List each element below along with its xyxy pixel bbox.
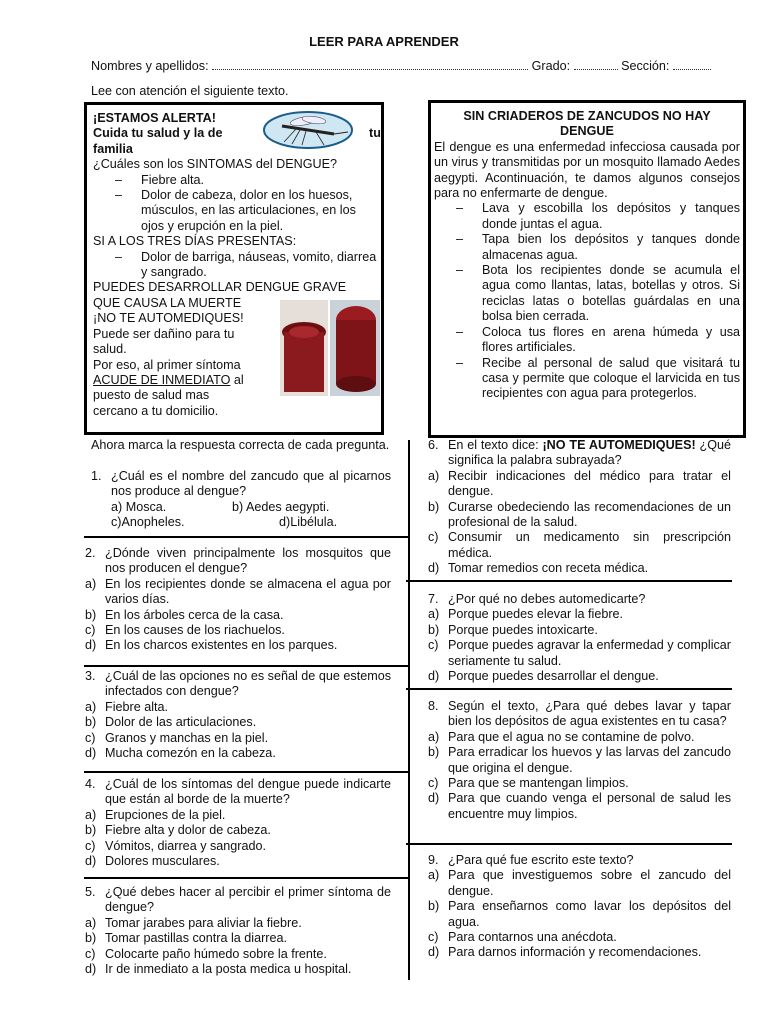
option-letter: b): [85, 607, 97, 622]
care-family: familia: [93, 141, 133, 156]
question-5: [85, 885, 391, 977]
section-rule: [84, 665, 410, 667]
option-d[interactable]: d)Libélula.: [279, 514, 338, 529]
option-text: Para que investiguemos sobre el zancudo del dengue.: [448, 868, 731, 898]
option-b[interactable]: b) Aedes aegypti.: [232, 499, 330, 514]
option-letter: c): [85, 623, 96, 638]
option-letter: c): [428, 776, 439, 791]
symptom-item: – Dolor de cabeza, dolor en los huesos, músculos, en las articulaciones, en los ojos y erupción en la piel.: [93, 188, 378, 234]
answer-option[interactable]: [428, 500, 731, 531]
care-text: Cuida tu salud y la de: [93, 126, 223, 141]
grade-label: Grado:: [531, 59, 571, 73]
option-letter: d): [428, 791, 440, 806]
option-letter: d): [85, 746, 97, 761]
option-text: Tomar remedios con receta médica.: [448, 561, 649, 576]
section-rule: [406, 580, 732, 582]
option-letter: d): [85, 962, 97, 977]
question-stem: [428, 853, 731, 868]
question-9: [428, 853, 731, 961]
option-letter: c): [85, 946, 96, 961]
answer-option[interactable]: [85, 947, 391, 962]
option-text: Para erradicar los huevos y las larvas del zancudo que origina el dengue.: [448, 745, 731, 775]
three-days-heading: SI A LOS TRES DÍAS PRESENTAS:: [93, 234, 297, 249]
section-label: Sección:: [621, 59, 670, 73]
answer-option[interactable]: [85, 823, 391, 838]
tips-title: SIN CRIADEROS DE ZANCUDOS NO HAY DENGUE: [463, 109, 711, 139]
harm-line-2: salud.: [93, 342, 127, 357]
option-letter: d): [85, 854, 97, 869]
answer-option[interactable]: [428, 868, 731, 899]
grave-warning: PUEDES DESARROLLAR DENGUE GRAVE: [93, 280, 347, 295]
answer-option[interactable]: [428, 899, 731, 930]
option-text: En los causes de los riachuelos.: [105, 623, 285, 638]
names-field[interactable]: [212, 58, 528, 70]
option-text: En los árboles cerca de la casa.: [105, 607, 284, 622]
option-letter: b): [85, 823, 97, 838]
option-letter: a): [85, 699, 97, 714]
symptoms-question: ¿Cuáles son los SINTOMAS del DENGUE?: [93, 157, 338, 172]
question-number: 4.: [85, 777, 96, 791]
question-7: [428, 592, 731, 684]
answer-option[interactable]: [85, 931, 391, 946]
page-title: LEER PARA APRENDER: [309, 34, 459, 49]
option-letter: b): [428, 745, 440, 760]
names-label: Nombres y apellidos:: [91, 59, 209, 73]
question-number: 6.: [428, 438, 439, 452]
section-rule: [84, 536, 410, 538]
answer-option[interactable]: [85, 839, 391, 854]
question-text: ¿Para qué fue escrito este texto?: [448, 853, 634, 867]
instruction: Lee con atención el siguiente texto.: [91, 84, 289, 98]
answer-option[interactable]: [85, 638, 391, 653]
alert-heading: ¡ESTAMOS ALERTA!: [93, 111, 216, 125]
option-text: Consumir un medicamento sin prescripción médica.: [448, 530, 731, 560]
question-number: 5.: [85, 885, 96, 899]
answer-option[interactable]: [85, 746, 391, 761]
answer-option[interactable]: [85, 700, 391, 715]
option-text: Recibir indicaciones del médico para tratar el dengue.: [448, 468, 731, 499]
care-tu: tu: [369, 126, 381, 141]
option-letter: a): [428, 868, 440, 883]
option-text: Para que cuando venga el personal de salud les encuentre muy limpios.: [448, 791, 731, 821]
severe-symptom-item: – Dolor de barriga, náuseas, vomito, diarrea y sangrado.: [93, 250, 378, 281]
section-rule: [406, 688, 732, 690]
option-letter: b): [428, 899, 440, 914]
answer-option[interactable]: [428, 561, 731, 576]
harm-line: Puede ser dañino para tu: [93, 326, 235, 341]
answer-option[interactable]: [85, 854, 391, 869]
option-text: Fiebre alta.: [105, 699, 168, 714]
option-text: Para enseñarnos como lavar los depósitos del agua.: [448, 899, 731, 929]
section-rule: [84, 877, 410, 879]
section-field[interactable]: [673, 58, 711, 70]
question-number: 1.: [91, 469, 102, 483]
question-text: ¿Por qué no debes automedicarte?: [448, 592, 646, 606]
question-text: ¿Cuál de los síntomas del dengue puede indicarte que están al borde de la muerte?: [105, 777, 391, 807]
answer-option[interactable]: [428, 669, 731, 684]
answer-option[interactable]: [428, 945, 731, 960]
question-stem: [85, 777, 391, 808]
question-6: [428, 438, 731, 577]
answer-option[interactable]: [428, 930, 731, 945]
option-text: Dolor de las articulaciones.: [105, 715, 257, 730]
answer-option[interactable]: [85, 808, 391, 823]
answer-option[interactable]: [428, 469, 731, 500]
question-2: [85, 546, 391, 654]
option-letter: c): [85, 730, 96, 745]
option-text: En los recipientes donde se almacena el agua por varios días.: [105, 576, 391, 607]
symptom-item: – Fiebre alta.: [93, 173, 378, 188]
section-rule: [84, 771, 410, 773]
answer-option[interactable]: [428, 607, 731, 622]
option-letter: b): [85, 715, 97, 730]
mosquito-image: [262, 110, 354, 150]
question-text: En el texto dice:: [448, 438, 543, 452]
question-text: ¿Qué significa la palabra subrayada?: [448, 438, 732, 468]
option-text: Porque puedes elevar la fiebre.: [448, 607, 624, 622]
question-number: 3.: [85, 669, 96, 683]
question-text: ¿Dónde viven principalmente los mosquitos que nos producen el dengue?: [105, 546, 391, 576]
option-c[interactable]: c)Anopheles.: [111, 514, 185, 529]
answer-option[interactable]: [428, 776, 731, 791]
answer-option[interactable]: [85, 715, 391, 730]
option-text: Granos y manchas en la piel.: [105, 730, 269, 745]
option-letter: d): [428, 561, 440, 576]
grave-warning-2: QUE CAUSA LA MUERTE: [93, 295, 242, 310]
option-letter: c): [428, 638, 439, 653]
student-info-row: [91, 58, 731, 74]
containers-photo: [280, 300, 380, 396]
first-al: al: [230, 372, 244, 387]
question-number: 2.: [85, 546, 96, 560]
question-text: ¿Cuál de las opciones no es señal de que estemos infectados con dengue?: [105, 669, 391, 699]
question-stem: [85, 885, 391, 916]
question-3: [85, 669, 391, 761]
option-text: En los charcos existentes en los parques.: [105, 638, 338, 653]
option-text: Dolores musculares.: [105, 854, 220, 869]
option-text: Porque puedes intoxicarte.: [448, 622, 598, 637]
question-stem: [428, 699, 731, 730]
answer-option[interactable]: [428, 638, 731, 669]
tips-intro: El dengue es una enfermedad infecciosa causada por un virus y transmitidas por un mosquito llamado Aedes aegypti. Acontinuación, te damos algunos consejos para no enfermarte de dengue.: [434, 139, 740, 201]
answer-option[interactable]: [85, 623, 391, 638]
answer-option[interactable]: [85, 608, 391, 623]
first-symptom-line: Por eso, al primer síntoma: [93, 357, 241, 372]
option-letter: b): [85, 931, 97, 946]
option-text: Erupciones de la piel.: [105, 807, 226, 822]
question-1: [91, 469, 391, 530]
tip-item: – Coloca tus flores en arena húmeda y usa flores artificiales.: [434, 325, 740, 356]
option-text: Curarse obedeciendo las recomendaciones de un profesional de la salud.: [448, 499, 731, 530]
answer-option[interactable]: [428, 730, 731, 745]
question-emphasis: ¡NO TE AUTOMEDIQUES!: [542, 438, 696, 452]
grade-field[interactable]: [574, 58, 618, 70]
option-text: Porque puedes desarrollar el dengue.: [448, 669, 659, 684]
tip-item: – Recibe al personal de salud que visitará tu casa y permite que coloque el larvicida en tus recipientes con agua para protegerlos.: [434, 356, 740, 402]
column-divider: [408, 440, 410, 980]
option-letter: a): [85, 915, 97, 930]
option-letter: b): [428, 622, 440, 637]
option-text: Para darnos información y recomendaciones.: [448, 945, 702, 960]
option-text: Tomar pastillas contra la diarrea.: [105, 931, 287, 946]
question-text: ¿Cuál es el nombre del zancudo que al picarnos nos produce al dengue?: [111, 469, 391, 499]
option-letter: c): [85, 838, 96, 853]
option-letter: a): [428, 468, 440, 483]
answer-option[interactable]: [85, 731, 391, 746]
tips-box: [428, 100, 746, 438]
option-letter: a): [428, 729, 440, 744]
option-text: Ir de inmediato a la posta medica u hospital.: [105, 962, 352, 977]
answer-option[interactable]: [428, 530, 731, 561]
option-letter: a): [85, 807, 97, 822]
question-stem: [428, 592, 731, 607]
option-text: Para que se mantengan limpios.: [448, 776, 629, 791]
section-rule: [406, 843, 732, 845]
question-stem: [428, 438, 731, 469]
option-letter: d): [85, 638, 97, 653]
option-text: Mucha comezón en la cabeza.: [105, 746, 276, 761]
tip-item: – Bota los recipientes donde se acumula el agua como llantas, latas, botellas y otros. Si reciclas latas o botellas guárdalas en una bolsa bien cerrada.: [434, 263, 740, 325]
option-text: Para que el agua no se contamine de polvo.: [448, 729, 695, 744]
answer-option[interactable]: [428, 623, 731, 638]
option-letter: c): [428, 930, 439, 945]
option-a[interactable]: a) Mosca.: [111, 499, 167, 514]
options-row: [91, 500, 391, 515]
answer-option[interactable]: [85, 916, 391, 931]
option-letter: a): [85, 576, 97, 591]
option-letter: d): [428, 945, 440, 960]
option-text: Fiebre alta y dolor de cabeza.: [105, 823, 271, 838]
question-text: Según el texto, ¿Para qué debes lavar y tapar bien los depósitos de agua existentes en tu casa?: [448, 699, 731, 729]
immediate-emphasis: ACUDE DE INMEDIATO: [93, 372, 231, 387]
first-symptom-line-3: puesto de salud mas: [93, 388, 210, 403]
answer-option[interactable]: [428, 791, 731, 822]
tip-item: – Lava y escobilla los depósitos y tanques donde juntas el agua.: [434, 201, 740, 232]
option-text: Para contarnos una anécdota.: [448, 930, 617, 945]
answer-option[interactable]: [85, 577, 391, 608]
first-symptom-line-4: cercano a tu domicilio.: [93, 403, 219, 418]
question-8: [428, 699, 731, 822]
option-letter: a): [428, 607, 440, 622]
option-letter: d): [428, 669, 440, 684]
questions-intro: Ahora marca la respuesta correcta de cada pregunta.: [91, 438, 390, 452]
tip-item: – Tapa bien los depósitos y tanques donde almacenas agua.: [434, 232, 740, 263]
question-4: [85, 777, 391, 869]
option-text: Porque puedes agravar la enfermedad y complicar seriamente tu salud.: [448, 638, 731, 668]
option-text: Vómitos, diarrea y sangrado.: [105, 838, 267, 853]
question-text: ¿Qué debes hacer al percibir el primer síntoma de dengue?: [105, 885, 391, 915]
question-stem: [85, 546, 391, 577]
question-number: 9.: [428, 853, 439, 867]
option-text: Colocarte paño húmedo sobre la frente.: [105, 946, 327, 961]
no-self-medication: ¡NO TE AUTOMEDIQUES!: [93, 311, 244, 326]
answer-option[interactable]: [428, 745, 731, 776]
question-number: 7.: [428, 592, 439, 606]
option-letter: b): [428, 499, 440, 514]
option-letter: c): [428, 530, 439, 545]
options-row: [91, 515, 391, 530]
answer-option[interactable]: [85, 962, 391, 977]
question-stem: [85, 669, 391, 700]
question-number: 8.: [428, 699, 439, 713]
option-text: Tomar jarabes para aliviar la fiebre.: [105, 915, 302, 930]
